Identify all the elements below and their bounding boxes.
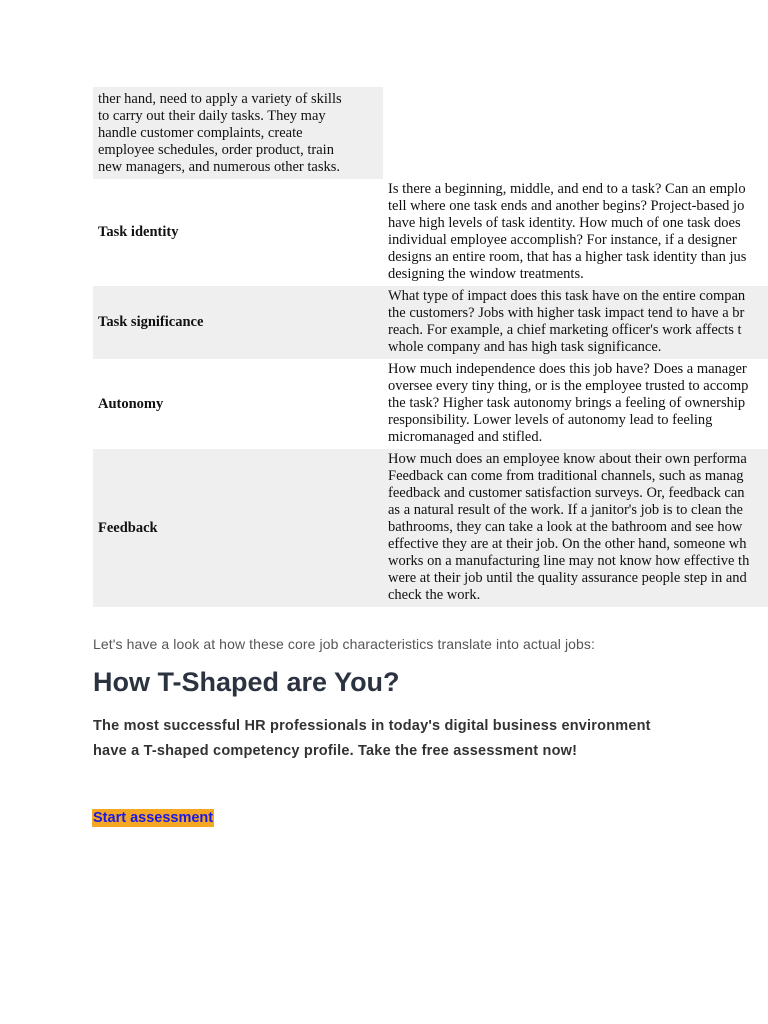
table-cell-continued-text (93, 87, 383, 179)
cell-text-line: the customers? Jobs with higher task impact tend to have a br (388, 305, 745, 321)
cell-text-line: check the work. (388, 587, 481, 603)
table-row-feedback (93, 449, 768, 607)
cell-text-line: How much does an employee know about their own performa (388, 451, 747, 467)
table-cell-empty (383, 87, 768, 179)
cell-text-line: oversee every tiny thing, or is the employee trusted to accomp (388, 378, 749, 394)
cell-text-line: works on a manufacturing line may not know how effective th (388, 553, 750, 569)
cell-text-line: designing the window treatments. (388, 266, 584, 282)
table-row (93, 87, 768, 179)
row-description (383, 286, 768, 359)
row-label: Task significance (93, 286, 383, 359)
table-row-task-identity (93, 179, 768, 286)
cell-text-line: the task? Higher task autonomy brings a feeling of ownership (388, 395, 746, 411)
cell-text-line: tell where one task ends and another begins? Project-based jo (388, 198, 745, 214)
cell-text-line: as a natural result of the work. If a janitor's job is to clean the (388, 502, 743, 518)
cell-text-line: Is there a beginning, middle, and end to a task? Can an emplo (388, 181, 746, 197)
cell-text-line: bathrooms, they can take a look at the bathroom and see how (388, 519, 743, 535)
cell-text-line: handle customer complaints, create (98, 125, 303, 141)
promo-description: The most successful HR professionals in today's digital business environment have a T-shaped competency profile. Take the free assessment now! (93, 718, 651, 759)
cell-text-line: new managers, and numerous other tasks. (98, 159, 341, 175)
cell-text-line: effective they are at their job. On the other hand, someone wh (388, 536, 747, 552)
row-description (383, 359, 768, 449)
cell-text-line: employee schedules, order product, train (98, 142, 334, 158)
row-description (383, 449, 768, 607)
intro-text: Let's have a look at how these core job characteristics translate into actual jobs: (93, 636, 596, 652)
cell-text-line: micromanaged and stifled. (388, 429, 543, 445)
row-label: Autonomy (98, 395, 164, 412)
table-row-task-significance (93, 286, 768, 359)
cell-text-line: What type of impact does this task have on the entire compan (388, 288, 746, 304)
row-description (383, 179, 768, 286)
cell-text-line: whole company and has high task significance. (388, 339, 662, 355)
row-label: Feedback (93, 449, 383, 607)
cell-text-line: responsibility. Lower levels of autonomy lead to feeling (388, 412, 713, 428)
job-characteristics-table (93, 87, 768, 607)
start-assessment-button[interactable]: Start assessment (93, 810, 214, 826)
cell-text-line: reach. For example, a chief marketing officer's work affects t (388, 322, 742, 338)
cell-text-line: were at their job until the quality assurance people step in and (388, 570, 747, 586)
cell-text-line: feedback and customer satisfaction surveys. Or, feedback can (388, 485, 745, 501)
cell-text-line: to carry out their daily tasks. They may (98, 108, 326, 124)
cell-text-line: Feedback can come from traditional channels, such as manag (388, 468, 744, 484)
cell-text-line: have high levels of task identity. How much of one task does (388, 215, 741, 231)
cell-text-line: How much independence does this job have? Does a manager (388, 361, 747, 377)
page-heading: How T-Shaped are You? (93, 667, 400, 697)
cell-text-line: designs an entire room, that has a higher task identity than jus (388, 249, 747, 265)
table-row-autonomy (93, 359, 768, 449)
cell-text-line: ther hand, need to apply a variety of skills (98, 91, 342, 107)
row-label: Task identity (98, 224, 179, 240)
cell-text-line: individual employee accomplish? For instance, if a designer (388, 232, 737, 248)
